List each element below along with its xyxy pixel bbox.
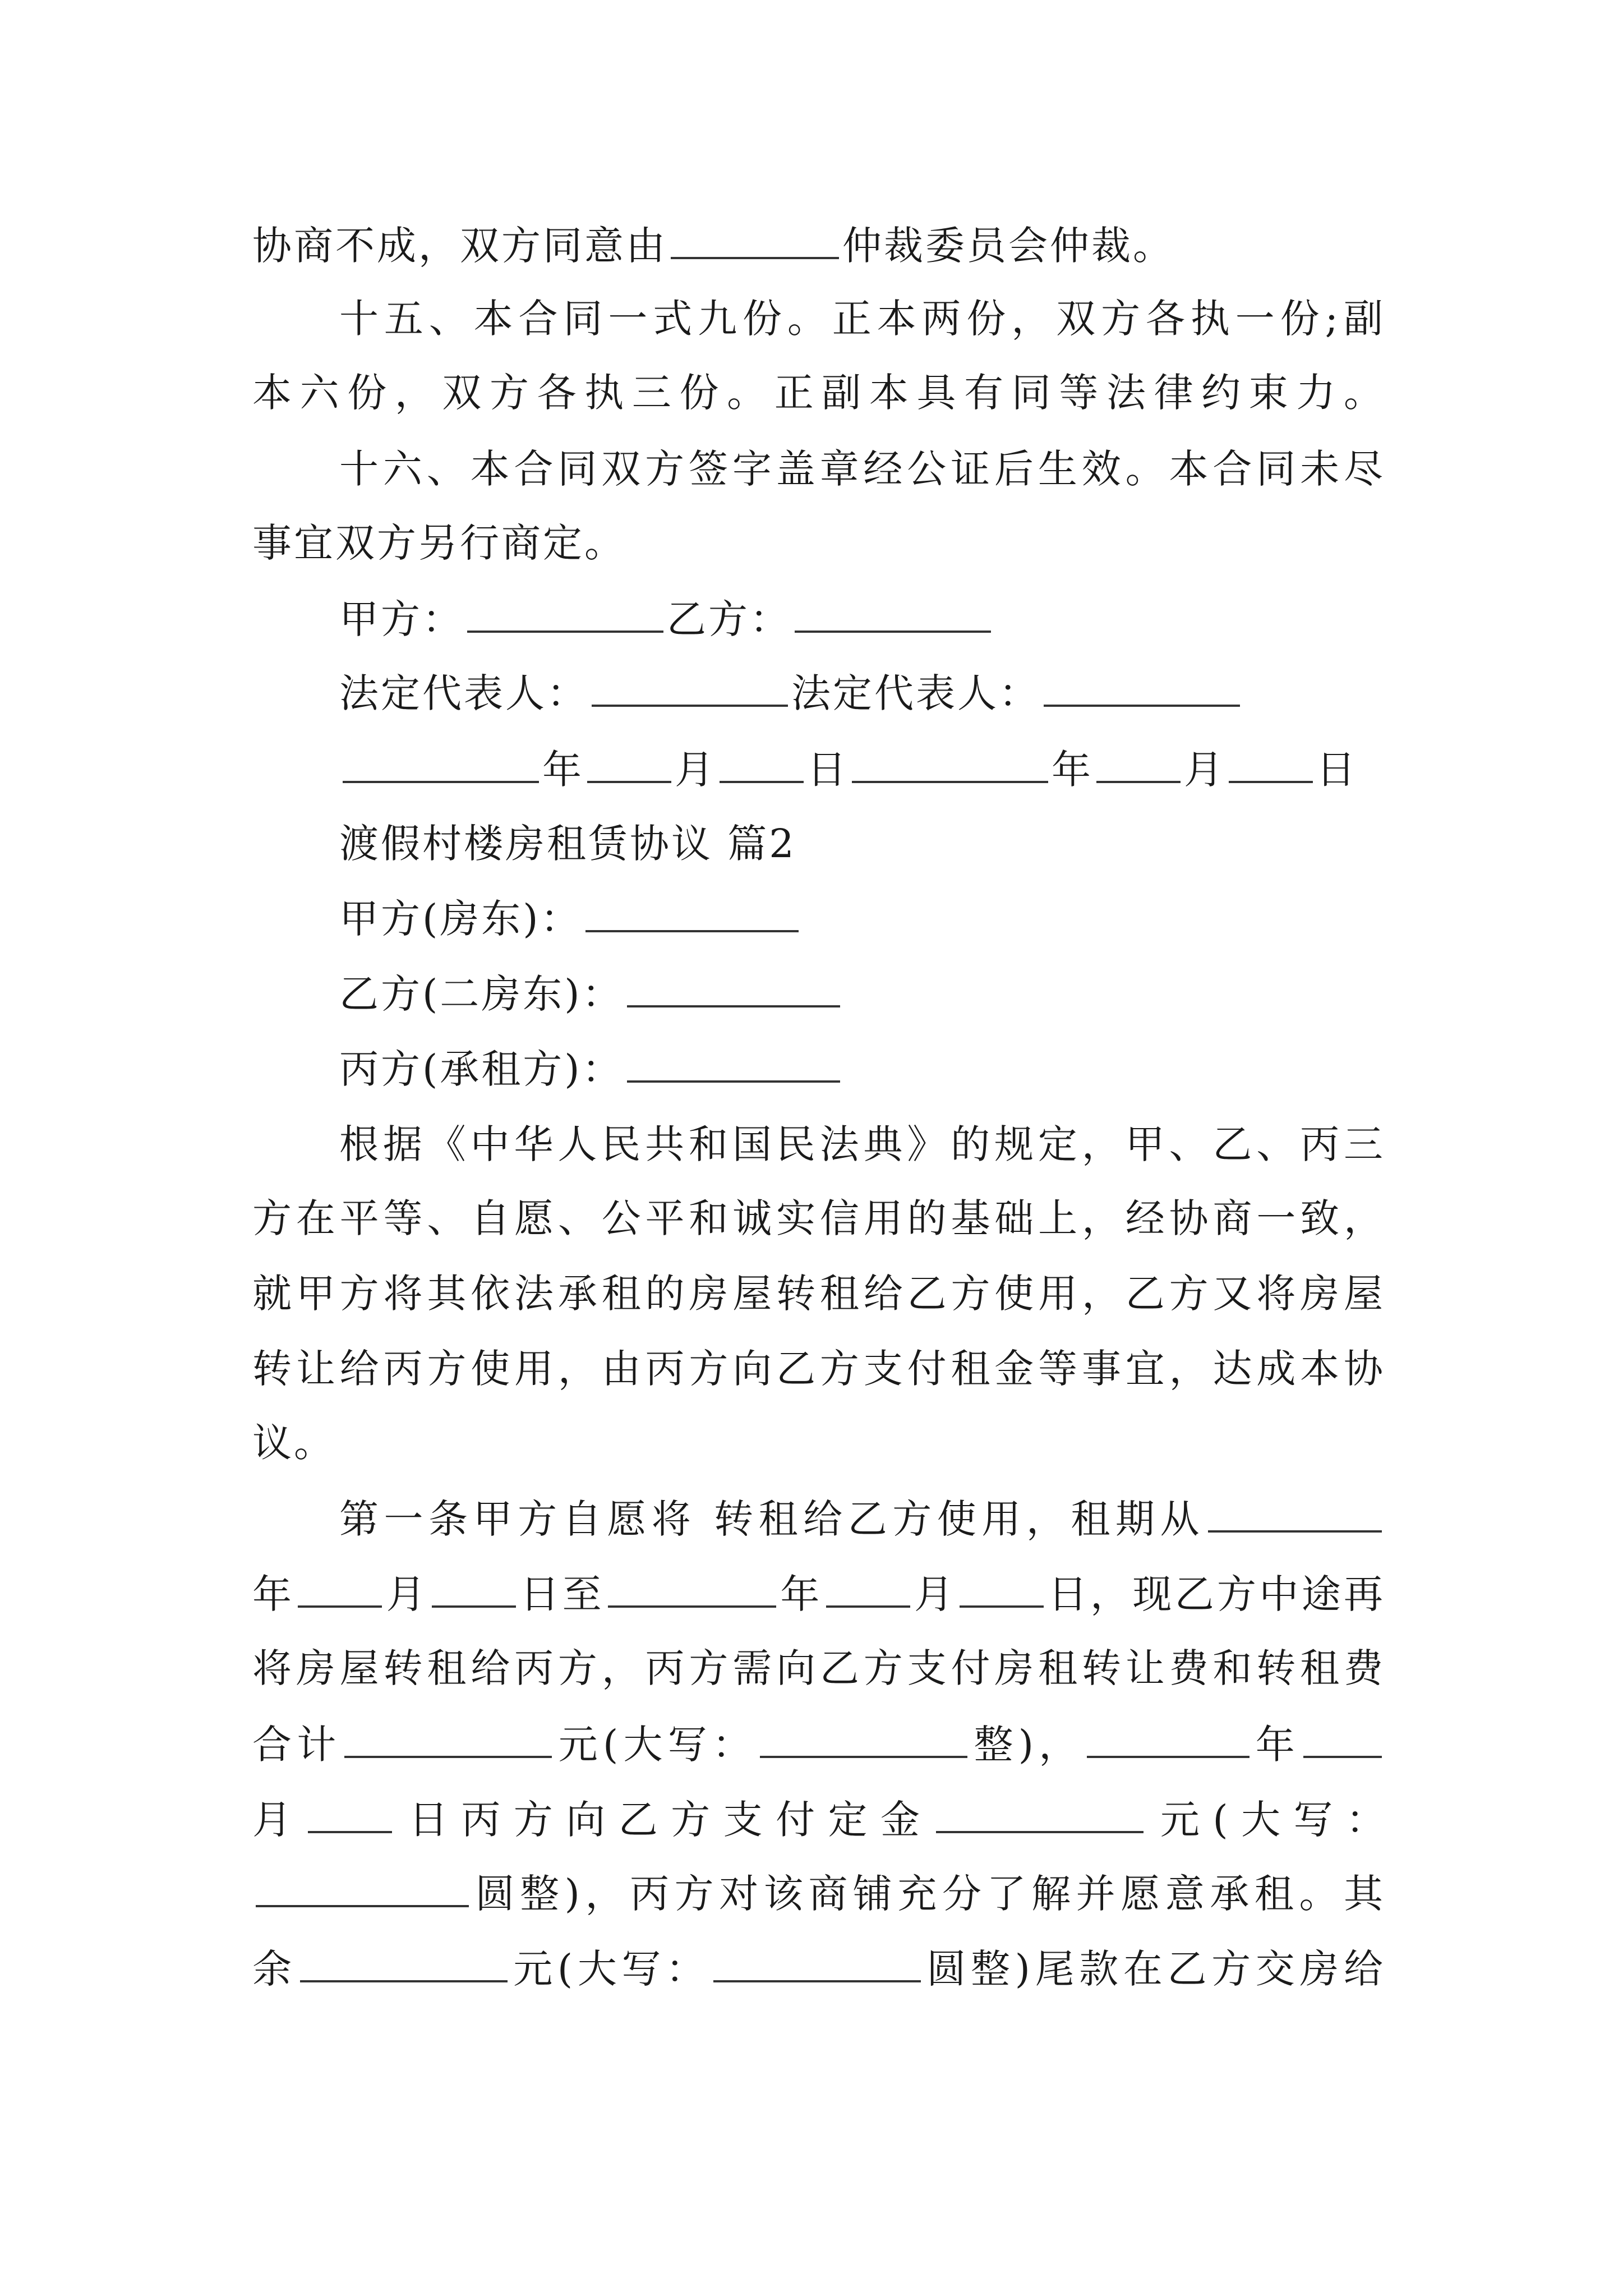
fill-in-blank: [720, 747, 804, 783]
text-run: 日: [1316, 747, 1358, 793]
text-line: [252, 1635, 1385, 1702]
text-run: 合计: [252, 1722, 342, 1768]
text-run: 年: [542, 747, 584, 793]
text-run: 第一条甲方自愿将 转租给乙方使用，租期从: [339, 1496, 1205, 1542]
text-line: [339, 285, 1385, 352]
fill-in-blank: [1208, 1497, 1382, 1533]
text-run: 将房屋转租给丙方，丙方需向乙方支付房租转让费和转租费: [252, 1645, 1385, 1691]
fill-in-blank: [298, 1572, 382, 1608]
signature-line-representatives: [339, 660, 1385, 727]
party-c-line: [339, 1036, 1385, 1103]
text-line: [252, 1786, 1385, 1853]
signature-line-parties: [339, 586, 1385, 653]
fill-in-blank: [308, 1797, 392, 1833]
text-line: [339, 1111, 1385, 1178]
text-run: 转让给丙方使用，由丙方向乙方支付租金等事宜，达成本协: [252, 1346, 1385, 1392]
fill-in-blank: [960, 1572, 1044, 1608]
fill-in-blank: [587, 747, 671, 783]
fill-in-blank: [467, 597, 663, 633]
text-run: 日至: [519, 1571, 605, 1617]
fill-in-blank: [608, 1572, 776, 1608]
text-line: [339, 1485, 1385, 1553]
party-a-line: [339, 885, 1385, 953]
fill-in-blank: [936, 1797, 1144, 1833]
fill-in-blank: [671, 223, 839, 259]
text-run: 乙方：: [667, 596, 791, 642]
text-line: [252, 1935, 1385, 2003]
fill-in-blank: [343, 747, 539, 783]
text-line: [252, 1409, 1385, 1476]
text-run: 圆整)，丙方对该商铺充分了解并愿意承租。其: [472, 1871, 1385, 1917]
text-run: 法定代表人：: [791, 670, 1040, 716]
text-line: [252, 212, 1385, 279]
signature-date-line: [339, 736, 1385, 803]
text-run: 余: [252, 1946, 297, 1992]
fill-in-blank: [627, 1047, 840, 1083]
text-run: 日: [807, 747, 849, 793]
text-run: 甲方：: [339, 596, 464, 642]
text-line: [252, 359, 1385, 426]
text-line: [252, 1711, 1385, 1778]
fill-in-blank: [300, 1947, 508, 1982]
text-run: 月: [675, 747, 716, 793]
text-run: 整)，: [971, 1722, 1083, 1768]
fill-in-blank: [760, 1722, 967, 1758]
fill-in-blank: [713, 1947, 921, 1982]
text-line: [252, 509, 1385, 577]
text-run: 甲方(房东)：: [339, 896, 582, 942]
text-line: [252, 1860, 1385, 1927]
fill-in-blank: [1096, 747, 1181, 783]
text-run: 就甲方将其依法承租的房屋转租给乙方使用，乙方又将房屋: [252, 1271, 1385, 1317]
text-line: [252, 1561, 1385, 1628]
text-run: 年: [780, 1571, 823, 1617]
text-run: 月: [1184, 747, 1225, 793]
text-run: 月: [385, 1571, 429, 1617]
fill-in-blank: [1303, 1722, 1382, 1758]
text-run: 十五、本合同一式九份。正本两份，双方各执一份;副: [339, 296, 1385, 342]
text-run: 月: [252, 1797, 305, 1843]
text-run: 日丙方向乙方支付定金: [395, 1797, 933, 1843]
fill-in-blank: [344, 1722, 552, 1758]
fill-in-blank: [256, 1871, 469, 1907]
text-run: 十六、本合同双方签字盖章经公证后生效。本合同未尽: [339, 446, 1385, 492]
text-run: 渡假村楼房租赁协议 篇2: [339, 821, 796, 867]
text-run: 丙方(承租方)：: [339, 1046, 624, 1092]
text-run: 仲裁委员会仲裁。: [842, 223, 1174, 269]
party-b-line: [339, 960, 1385, 1028]
text-run: 年: [252, 1571, 295, 1617]
text-run: 日，现乙方中途再: [1047, 1571, 1386, 1617]
text-run: 年: [1052, 747, 1093, 793]
text-run: 元(大写：: [1147, 1797, 1386, 1843]
text-run: 事宜双方另行商定。: [252, 520, 626, 566]
text-run: 圆整)尾款在乙方交房给: [924, 1946, 1386, 1992]
text-line: [339, 435, 1385, 503]
text-run: 根据《中华人民共和国民法典》的规定，甲、乙、丙三: [339, 1121, 1385, 1167]
fill-in-blank: [592, 671, 788, 707]
text-run: 协商不成，双方同意由: [252, 223, 667, 269]
fill-in-blank: [826, 1572, 910, 1608]
fill-in-blank: [852, 747, 1048, 783]
fill-in-blank: [795, 597, 991, 633]
text-run: 法定代表人：: [339, 670, 588, 716]
fill-in-blank: [1229, 747, 1313, 783]
text-run: 元(大写：: [510, 1946, 710, 1992]
text-run: 月: [913, 1571, 957, 1617]
fill-in-blank: [1044, 671, 1240, 707]
text-run: 议。: [252, 1420, 335, 1466]
text-run: 年: [1252, 1722, 1301, 1768]
fill-in-blank: [585, 896, 799, 932]
fill-in-blank: [1087, 1722, 1249, 1758]
text-line: [252, 1335, 1385, 1402]
text-line: [252, 1260, 1385, 1327]
text-line: [252, 1185, 1385, 1252]
section-heading: [339, 810, 1385, 877]
text-run: 乙方(二房东)：: [339, 971, 624, 1017]
text-run: 元(大写：: [555, 1722, 757, 1768]
text-run: 方在平等、自愿、公平和诚实信用的基础上，经协商一致，: [252, 1195, 1385, 1241]
fill-in-blank: [432, 1572, 516, 1608]
text-run: 本六份，双方各执三份。正副本具有同等法律约束力。: [252, 370, 1385, 416]
fill-in-blank: [627, 972, 840, 1007]
